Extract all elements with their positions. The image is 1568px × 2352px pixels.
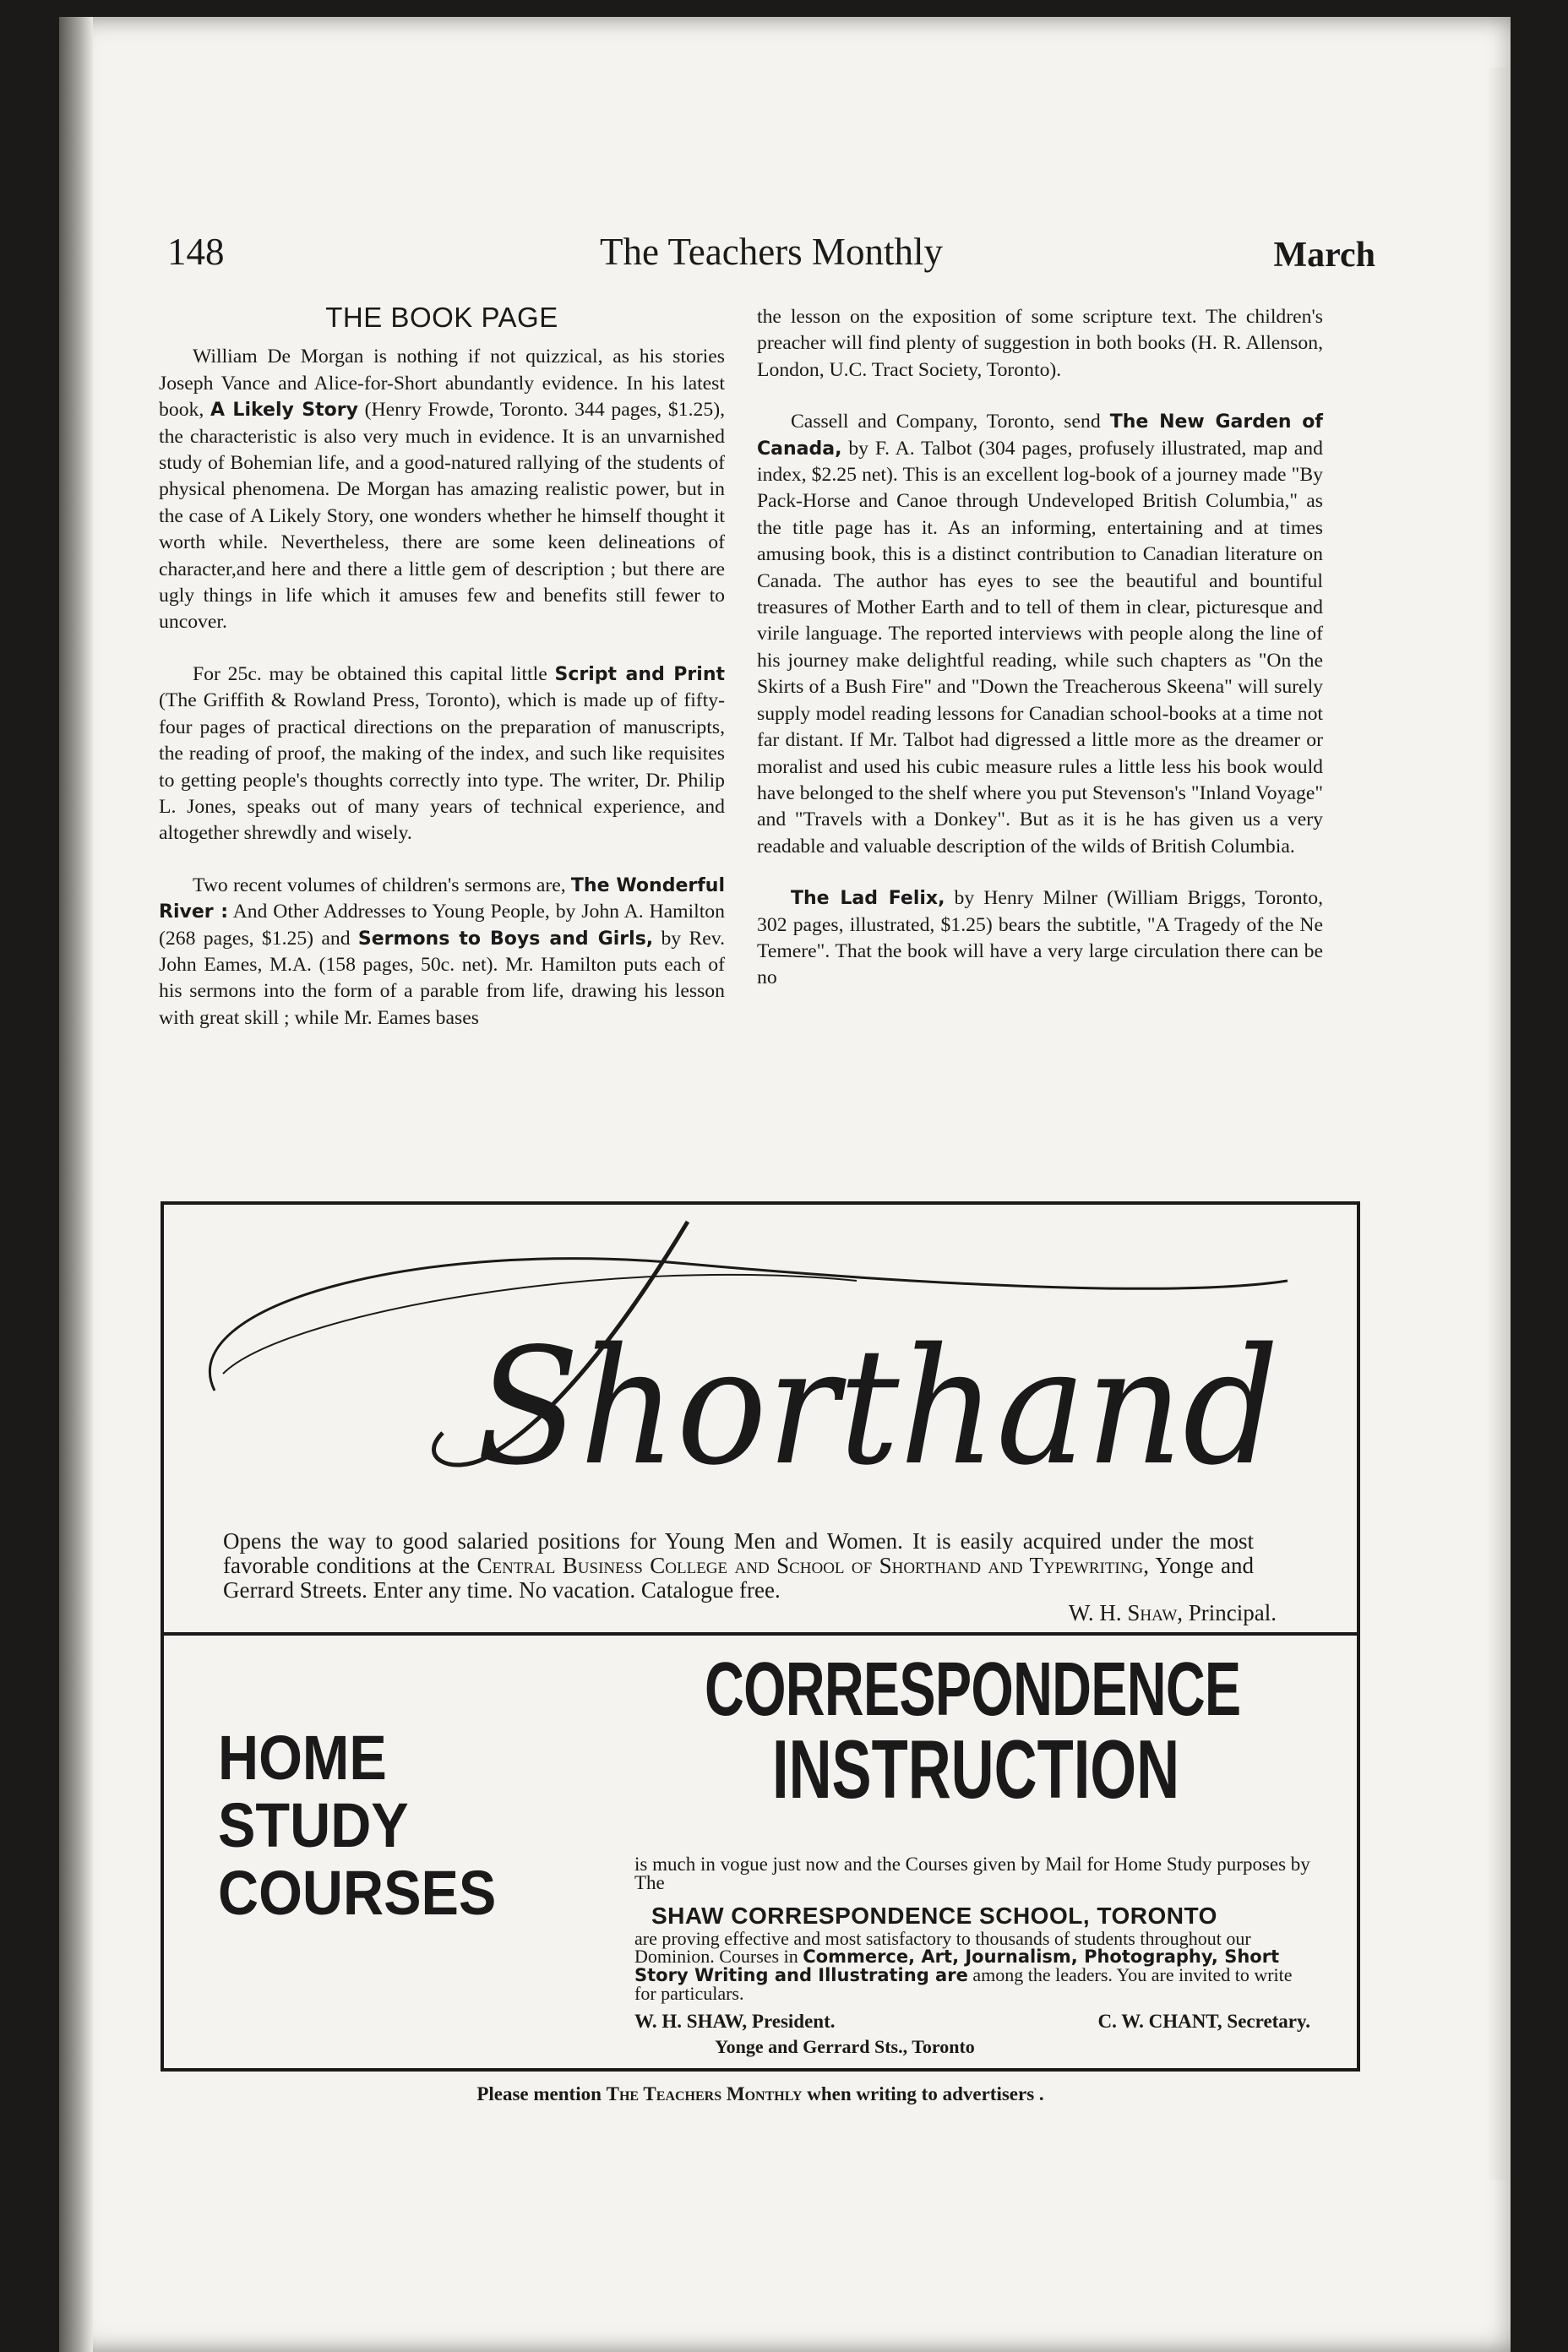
- correspondence-intro: is much in vogue just now and the Courses given by Mail for Home Study purposes by The: [634, 1854, 1310, 1893]
- home-study-courses-heading: HOME STUDY COURSES: [218, 1723, 497, 1928]
- review-lad-felix: The Lad Felix, by Henry Milner (William Briggs, Toronto, 302 pages, illustrated, $1.25) bears the subtitle, "A Tragedy of the Ne Temere". That the book will have a very large circulation there can be no: [757, 887, 1323, 989]
- correspondence-address: Yonge and Gerrard Sts., Toronto: [715, 2036, 975, 2057]
- review-new-garden-of-canada: Cassell and Company, Toronto, send The New Garden of Canada, by F. A. Talbot (304 pages, profusely illustrated, map and index, $2.25 net). This is an excellent log-book of a journey made "By Pack-Horse and Canoe through Undeveloped British Columbia," as the title page has it. As an informing, entertaining and at times amusing book, this is a distinct contribution to Canadian literature on Canada. The author has eyes to see the beautiful and bountiful treasures of Mother Earth and to tell of them in clear, picturesque and virile language. The reported interviews with people along the line of his journey make delightful reading, while such chapters as "On the Skirts of a Bush Fire" and "Down the Treacherous Skeena" will surely supply model reading lessons for Canadian school-books at a time not far distant. If Mr. Talbot had digressed a little more as the dreamer or moralist and used his cubic measure rules a little less his book would have belonged to the shelf where you put Stevenson's "Inland Voyage" and "Travels with a Donkey". But as it is he has given us a very readable and valuable description of the wilds of British Columbia.: [757, 411, 1323, 858]
- school-name: SHAW CORRESPONDENCE SCHOOL, TORONTO: [651, 1903, 1217, 1929]
- page-edge: [1487, 68, 1511, 2180]
- shorthand-advertisement: [161, 1201, 1360, 1636]
- book-binding: [59, 17, 93, 2352]
- page-number: 148: [167, 231, 225, 273]
- left-column: [159, 304, 725, 1057]
- section-title: THE BOOK PAGE: [325, 302, 558, 333]
- journal-title: The Teachers Monthly: [600, 231, 943, 273]
- review-script-and-print: For 25c. may be obtained this capital little Script and Print (The Griffith & Rowland Press, Toronto), which is made up of fifty-four pages of practical directions on the preparation of manuscripts, the reading of proof, the making of the index, and such like requisites to getting people's thoughts correctly into type. The writer, Dr. Philip L. Jones, speaks out of many years of technical experience, and altogether shrewdly and wisely.: [159, 662, 725, 845]
- shorthand-ad-signature: W. H. Shaw, Principal.: [1068, 1600, 1277, 1625]
- shorthand-ad-copy: Opens the way to good salaried positions for Young Men and Women. It is easily acquired under the most favorable conditions at the Central Business College and School of Shorthand and Typewriting, Yonge and Gerrard Streets. Enter any time. No vacation. Catalogue free.: [223, 1528, 1255, 1603]
- shorthand-word: Shorthand: [476, 1314, 1279, 1492]
- instruction-heading: INSTRUCTION: [772, 1723, 1180, 1816]
- correspondence-officers: W. H. SHAW, President. C. W. CHANT, Secretary.: [634, 2011, 1310, 2032]
- review-sermons-continued: the lesson on the exposition of some scripture text. The children's preacher will find plenty of suggestion in both books (H. R. Allenson, London, U.C. Tract Society, Toronto).: [757, 306, 1323, 381]
- review-de-morgan: William De Morgan is nothing if not quizzical, as his stories Joseph Vance and Alice-for-Short abundantly evidence. In his latest book, A Likely Story (Henry Frowde, Toronto. 344 pages, $1.25), the characteristic is also very much in evidence. It is an unvarnished study of Bohemian life, and a good-natured rallying of the students of physical phenomena. De Morgan has amazing realistic power, but in the case of A Likely Story, one wonders whether he himself thought it worth while. Nevertheless, there are some keen delineations of character,and here and there a little gem of description ; but there are ugly things in life which it amuses few and benefits still fewer to uncover.: [159, 346, 726, 634]
- advertiser-note: Please mention The Teachers Monthly when writing to advertisers .: [476, 2083, 1044, 2104]
- review-childrens-sermons: Two recent volumes of children's sermons are, The Wonderful River : And Other Addresses to Young People, by John A. Hamilton (268 pages, $1.25) and Sermons to Boys and Girls, by Rev. John Eames, M.A. (158 pages, 50c. net). Mr. Hamilton puts each of his sermons into the form of a parable from life, drawing his lesson with great skill ; while Mr. Eames bases: [159, 874, 725, 1029]
- issue-month: March: [1273, 236, 1375, 275]
- correspondence-heading: CORRESPONDENCE: [705, 1647, 1241, 1732]
- right-column: [757, 304, 1323, 1017]
- page-header: [167, 230, 1375, 289]
- correspondence-advertisement: [161, 1632, 1360, 2072]
- shorthand-script-logo: [164, 1205, 1357, 1492]
- correspondence-details: are proving effective and most satisfactory to thousands of students throughout our Dominion. Courses in Commerce, Art, Journalism, Photography, Short Story Writing and Illustrating are among the leaders. You are invited to write for particulars.: [634, 1928, 1293, 2004]
